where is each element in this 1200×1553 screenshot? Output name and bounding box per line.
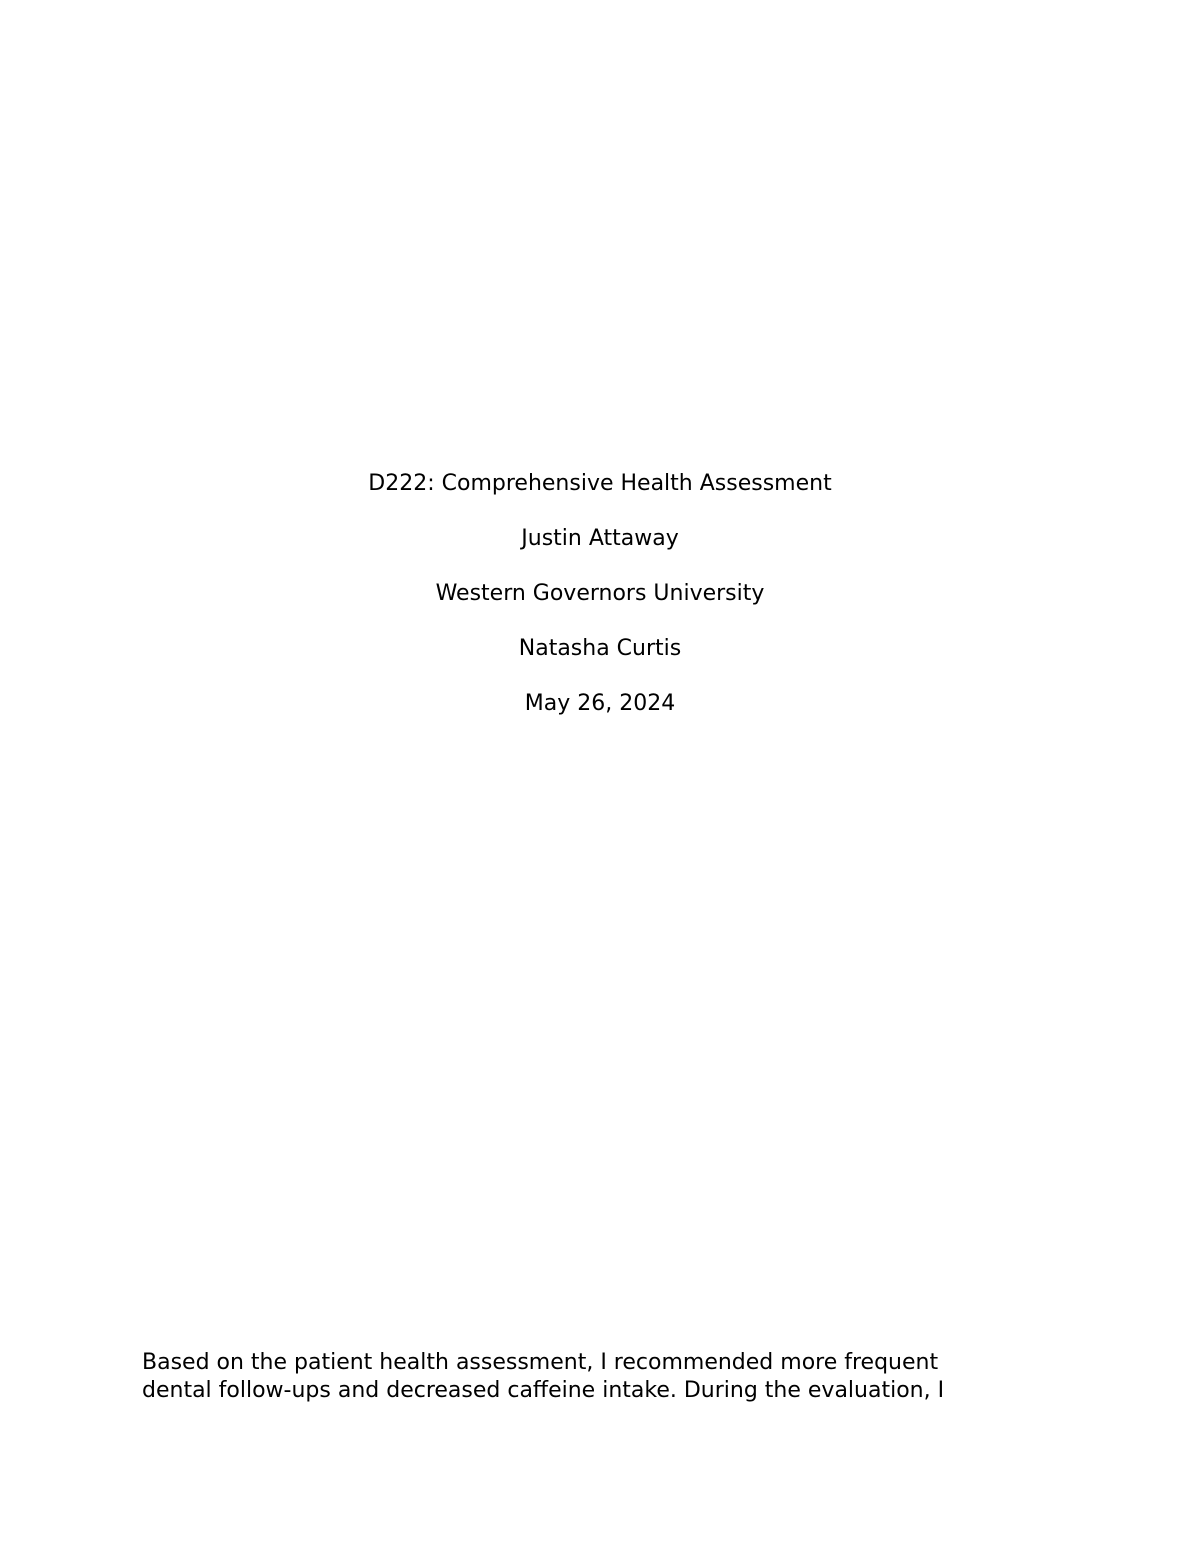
title-block: [0, 469, 1200, 744]
body-paragraph: [142, 1349, 1062, 1405]
submission-date: May 26, 2024: [524, 691, 676, 716]
author-name: Justin Attaway: [521, 526, 679, 551]
institution-name: Western Governors University: [435, 581, 765, 606]
body-line: Based on the patient health assessment, I recommended more frequent: [142, 1350, 939, 1375]
course-title: D222: Comprehensive Health Assessment: [368, 471, 832, 496]
body-line: dental follow-ups and decreased caffeine intake. During the evaluation, I: [142, 1378, 945, 1403]
instructor-name: Natasha Curtis: [518, 636, 682, 661]
